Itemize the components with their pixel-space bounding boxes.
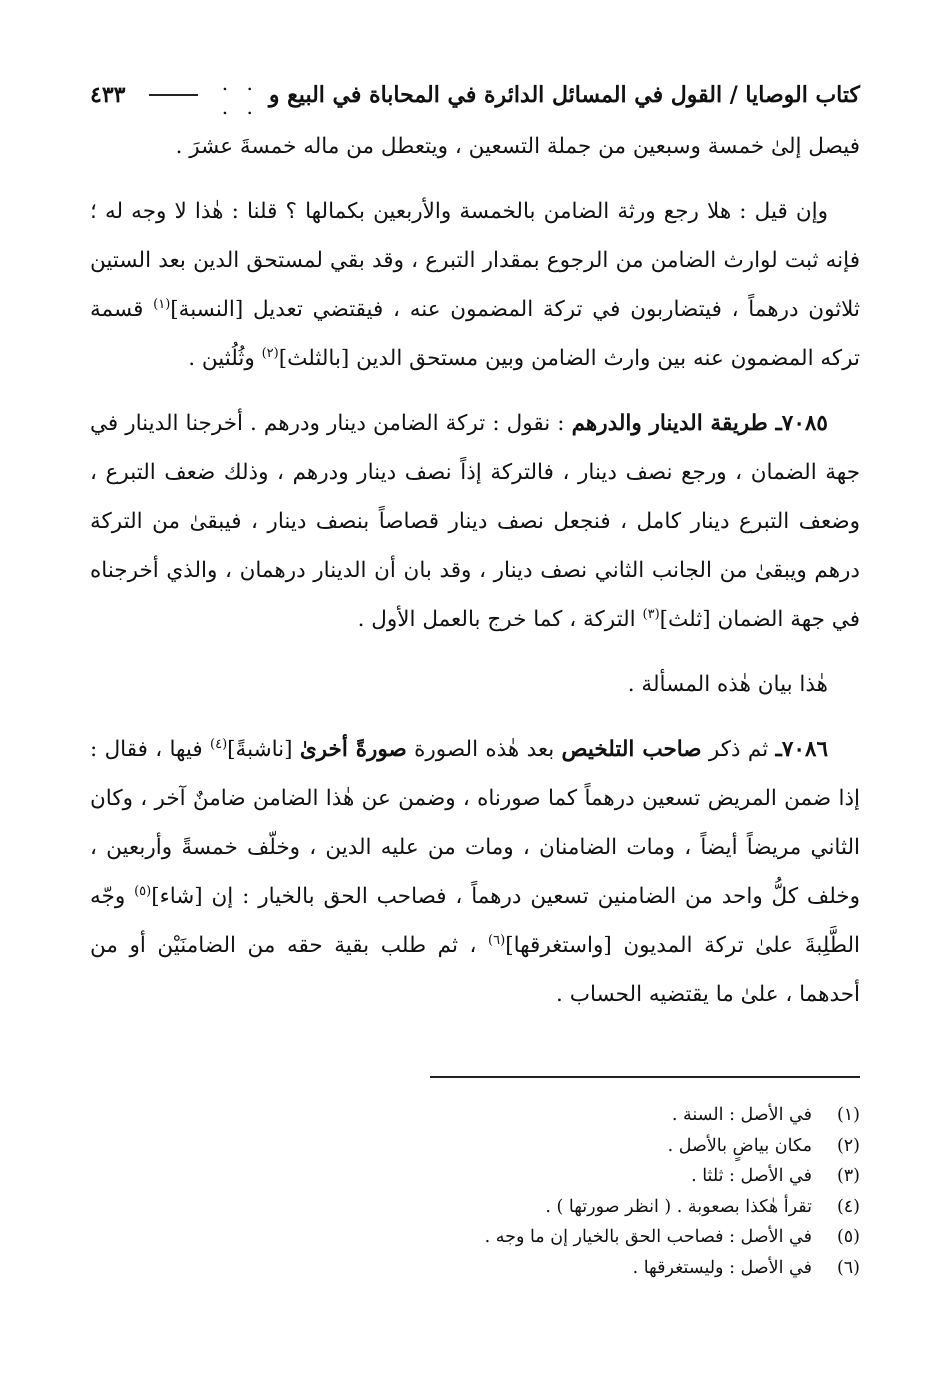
footnote-ref-2: (٢): [261, 345, 279, 361]
footnote-text: في الأصل : السنة .: [671, 1105, 812, 1125]
paragraph-7085: [90, 399, 860, 644]
footnote-number: (٥): [836, 1227, 860, 1247]
paragraph-7086-text-e: وجّه الطَّلِبةَ علىٰ تركة المديون [واستغرقها]: [90, 884, 860, 958]
footnote-text: في الأصل : فصاحب الحق بالخيار إن ما وجه .: [484, 1227, 812, 1247]
paragraph-2-text-b: قسمة تركه المضمون عنه بين وارث الضامن وبين مستحق الدين [بالثلث]: [90, 297, 860, 371]
page-number: ٤٣٣: [90, 82, 126, 108]
paragraph-7086: [90, 725, 860, 1019]
paragraph-2-text-a: وإن قيل : هلا رجع ورثة الضامن بالخمسة والأربعين بكمالها ؟ قلنا : هٰذا لا وجه له ؛ فإنه ثبت لوارث الضامن من الرجوع بمقدار التبرع ، وقد بقي لمستحق الدين بعد الستين ثلاثون درهماً ، فيتضاربون في تركة المضمون عنه ، فيقتضي تعديل [النسبة]: [90, 199, 860, 322]
footnote-number: (٦): [836, 1257, 860, 1278]
paragraph-7086-text-f: ، ثم طلب بقية حقه من الضامنَيْن أو من أحدهما ، علىٰ ما يقتضيه الحساب .: [90, 933, 860, 1007]
section-heading-7085: ٧٠٨٥ـ طريقة الدينار والدرهم: [571, 411, 828, 436]
footnote-ref-3: (٣): [642, 606, 660, 622]
footnote-1: [90, 1100, 860, 1131]
paragraph-summary-text: هٰذا بيان هٰذه المسألة .: [627, 672, 828, 697]
paragraph-7086-text-d: فيها ، فقال : إذا ضمن المريض تسعين درهماً كما صورناه ، وضمن عن هٰذا الضامن ضامنٌ آخر ، وكان الثاني مريضاً أيضاً ، ومات الضامنان ، ومات من عليه الدين ، وخلّف خمسةً وأربعين ، وخلف كلُّ واحد من الضامنين تسعين درهماً ، فصاحب الحق بالخيار : إن [شاء]: [90, 737, 860, 909]
header-dots: . . . .: [221, 71, 259, 119]
footnote-number: (٢): [836, 1135, 860, 1156]
header-rule: [149, 94, 198, 96]
author-name: صاحب التلخيص: [561, 737, 702, 762]
footnote-number: (١): [836, 1105, 860, 1125]
footnote-ref-4: (٤): [210, 736, 228, 752]
footnote-ref-6: (٦): [488, 932, 506, 948]
footnote-separator: [430, 1076, 860, 1078]
header-title: كتاب الوصايا / القول في المسائل الدائرة في المحاباة في البيع و: [268, 82, 860, 108]
footnote-number: (٤): [836, 1196, 860, 1217]
footnote-text: مكان بياضٍ بالأصل .: [667, 1135, 812, 1156]
footnote-ref-5: (٥): [134, 883, 152, 899]
main-text: [90, 122, 860, 1025]
paragraph-1-text: فيصل إلىٰ خمسة وسبعين من جملة التسعين ، ويتعطل من ماله خمسةَ عشرَ .: [175, 134, 860, 159]
footnote-text: في الأصل : ثلثا .: [691, 1166, 812, 1186]
section-number-7086: ٧٠٨٦ـ: [775, 737, 829, 762]
footnote-2: [90, 1131, 860, 1162]
footnote-ref-1: (١): [153, 296, 171, 312]
paragraph-summary: [90, 660, 860, 709]
paragraph-7086-text-b: بعد هٰذه الصورة: [406, 737, 562, 762]
paragraph-7085-text-b: التركة ، كما خرج بالعمل الأول .: [357, 607, 643, 632]
footnote-number: (٣): [836, 1166, 860, 1186]
paragraph-7086-text-a: ثم ذكر: [701, 737, 776, 762]
paragraph-1: [90, 122, 860, 171]
paragraph-2: [90, 187, 860, 383]
footnote-3: [90, 1161, 860, 1192]
footnotes: [90, 1100, 860, 1283]
footnote-5: [90, 1222, 860, 1253]
footnote-text: تقرأ هٰكذا بصعوبة . ( انظر صورتها ) .: [545, 1196, 812, 1217]
footnote-6: [90, 1253, 860, 1284]
header-separator: [125, 71, 268, 119]
paragraph-2-text-c: وثُلُثين .: [188, 346, 262, 371]
paragraph-7085-text-a: : نقول : تركة الضامن دينار ودرهم . أخرجنا الدينار في جهة الضمان ، ورجع نصف دينار ، فالتركة إذاً نصف دينار ودرهم ، وذلك ضعف التبرع ، وضعف التبرع دينار كامل ، فنجعل نصف دينار قصاصاً بنصف دينار ، فيبقىٰ من التركة درهم ويبقىٰ من الجانب الثاني نصف دينار ، وقد بان أن الدينار درهمان ، والذي أخرجناه في جهة الضمان [ثلث]: [90, 411, 860, 632]
footnote-text: في الأصل : وليستغرقها .: [632, 1257, 812, 1278]
running-header: [90, 72, 860, 118]
another-case: صورةً أخرىٰ: [299, 737, 407, 762]
paragraph-7086-text-c: [ناشبةً]: [227, 737, 300, 762]
footnote-4: [90, 1192, 860, 1223]
